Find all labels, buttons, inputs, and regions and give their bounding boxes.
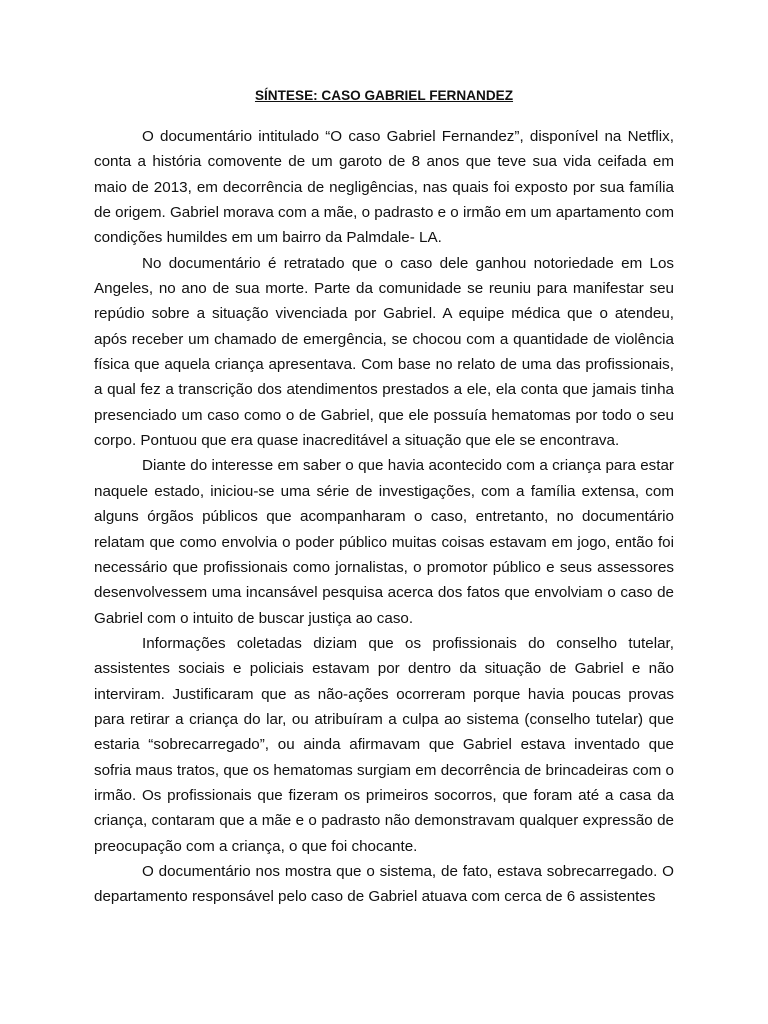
paragraph: Diante do interesse em saber o que havia acontecido com a criança para estar naquele estado, iniciou-se uma série de investigações, com a família extensa, com alguns órgãos públicos que acompanharam o caso, entretanto, no documentário relatam que como envolvia o poder público muitas coisas estavam em jogo, então foi necessário que profissionais como jornalistas, o promotor público e seus assessores desenvolvessem uma incansável pesquisa acerca dos fatos que envolviam o caso de Gabriel com o intuito de buscar justiça ao caso. bbox=[94, 457, 674, 627]
paragraph: O documentário nos mostra que o sistema, de fato, estava sobrecarregado. O departamento responsável pelo caso de Gabriel atuava com cerca de 6 assistentes bbox=[94, 862, 674, 906]
document-body bbox=[94, 124, 674, 910]
paragraph: No documentário é retratado que o caso dele ganhou notoriedade em Los Angeles, no ano de sua morte. Parte da comunidade se reuniu para manifestar seu repúdio sobre a situação vivenciada por Gabriel. A equipe médica que o atendeu, após receber um chamado de emergência, se chocou com a quantidade de violência física que aquela criança apresentava. Com base no relato de uma das profissionais, a qual fez a transcrição dos atendimentos prestados a ele, ela conta que jamais tinha presenciado um caso como o de Gabriel, que ele possuía hematomas por todo o seu corpo. Pontuou que era quase inacreditável a situação que ele se encontrava. bbox=[94, 254, 674, 450]
document-title: SÍNTESE: CASO GABRIEL FERNANDEZ bbox=[254, 88, 514, 103]
paragraph: O documentário intitulado “O caso Gabriel Fernandez”, disponível na Netflix, conta a história comovente de um garoto de 8 anos que teve sua vida ceifada em maio de 2013, em decorrência de negligências, nas quais foi exposto por sua família de origem. Gabriel morava com a mãe, o padrasto e o irmão em um apartamento com condições humildes em um bairro da Palmdale- LA. bbox=[94, 128, 674, 247]
paragraph: Informações coletadas diziam que os profissionais do conselho tutelar, assistentes sociais e policiais estavam por dentro da situação de Gabriel e não interviram. Justificaram que as não-ações ocorreram porque havia poucas provas para retirar a criança do lar, ou atribuíram a culpa ao sistema (conselho tutelar) que estaria “sobrecarregado”, ou ainda afirmavam que Gabriel estava inventado que sofria maus tratos, que os hematomas surgiam em decorrência de brincadeiras com o irmão. Os profissionais que fizeram os primeiros socorros, que foram até a casa da criança, contaram que a mãe e o padrasto não demonstravam qualquer expressão de preocupação com a criança, o que foi chocante. bbox=[94, 634, 674, 855]
